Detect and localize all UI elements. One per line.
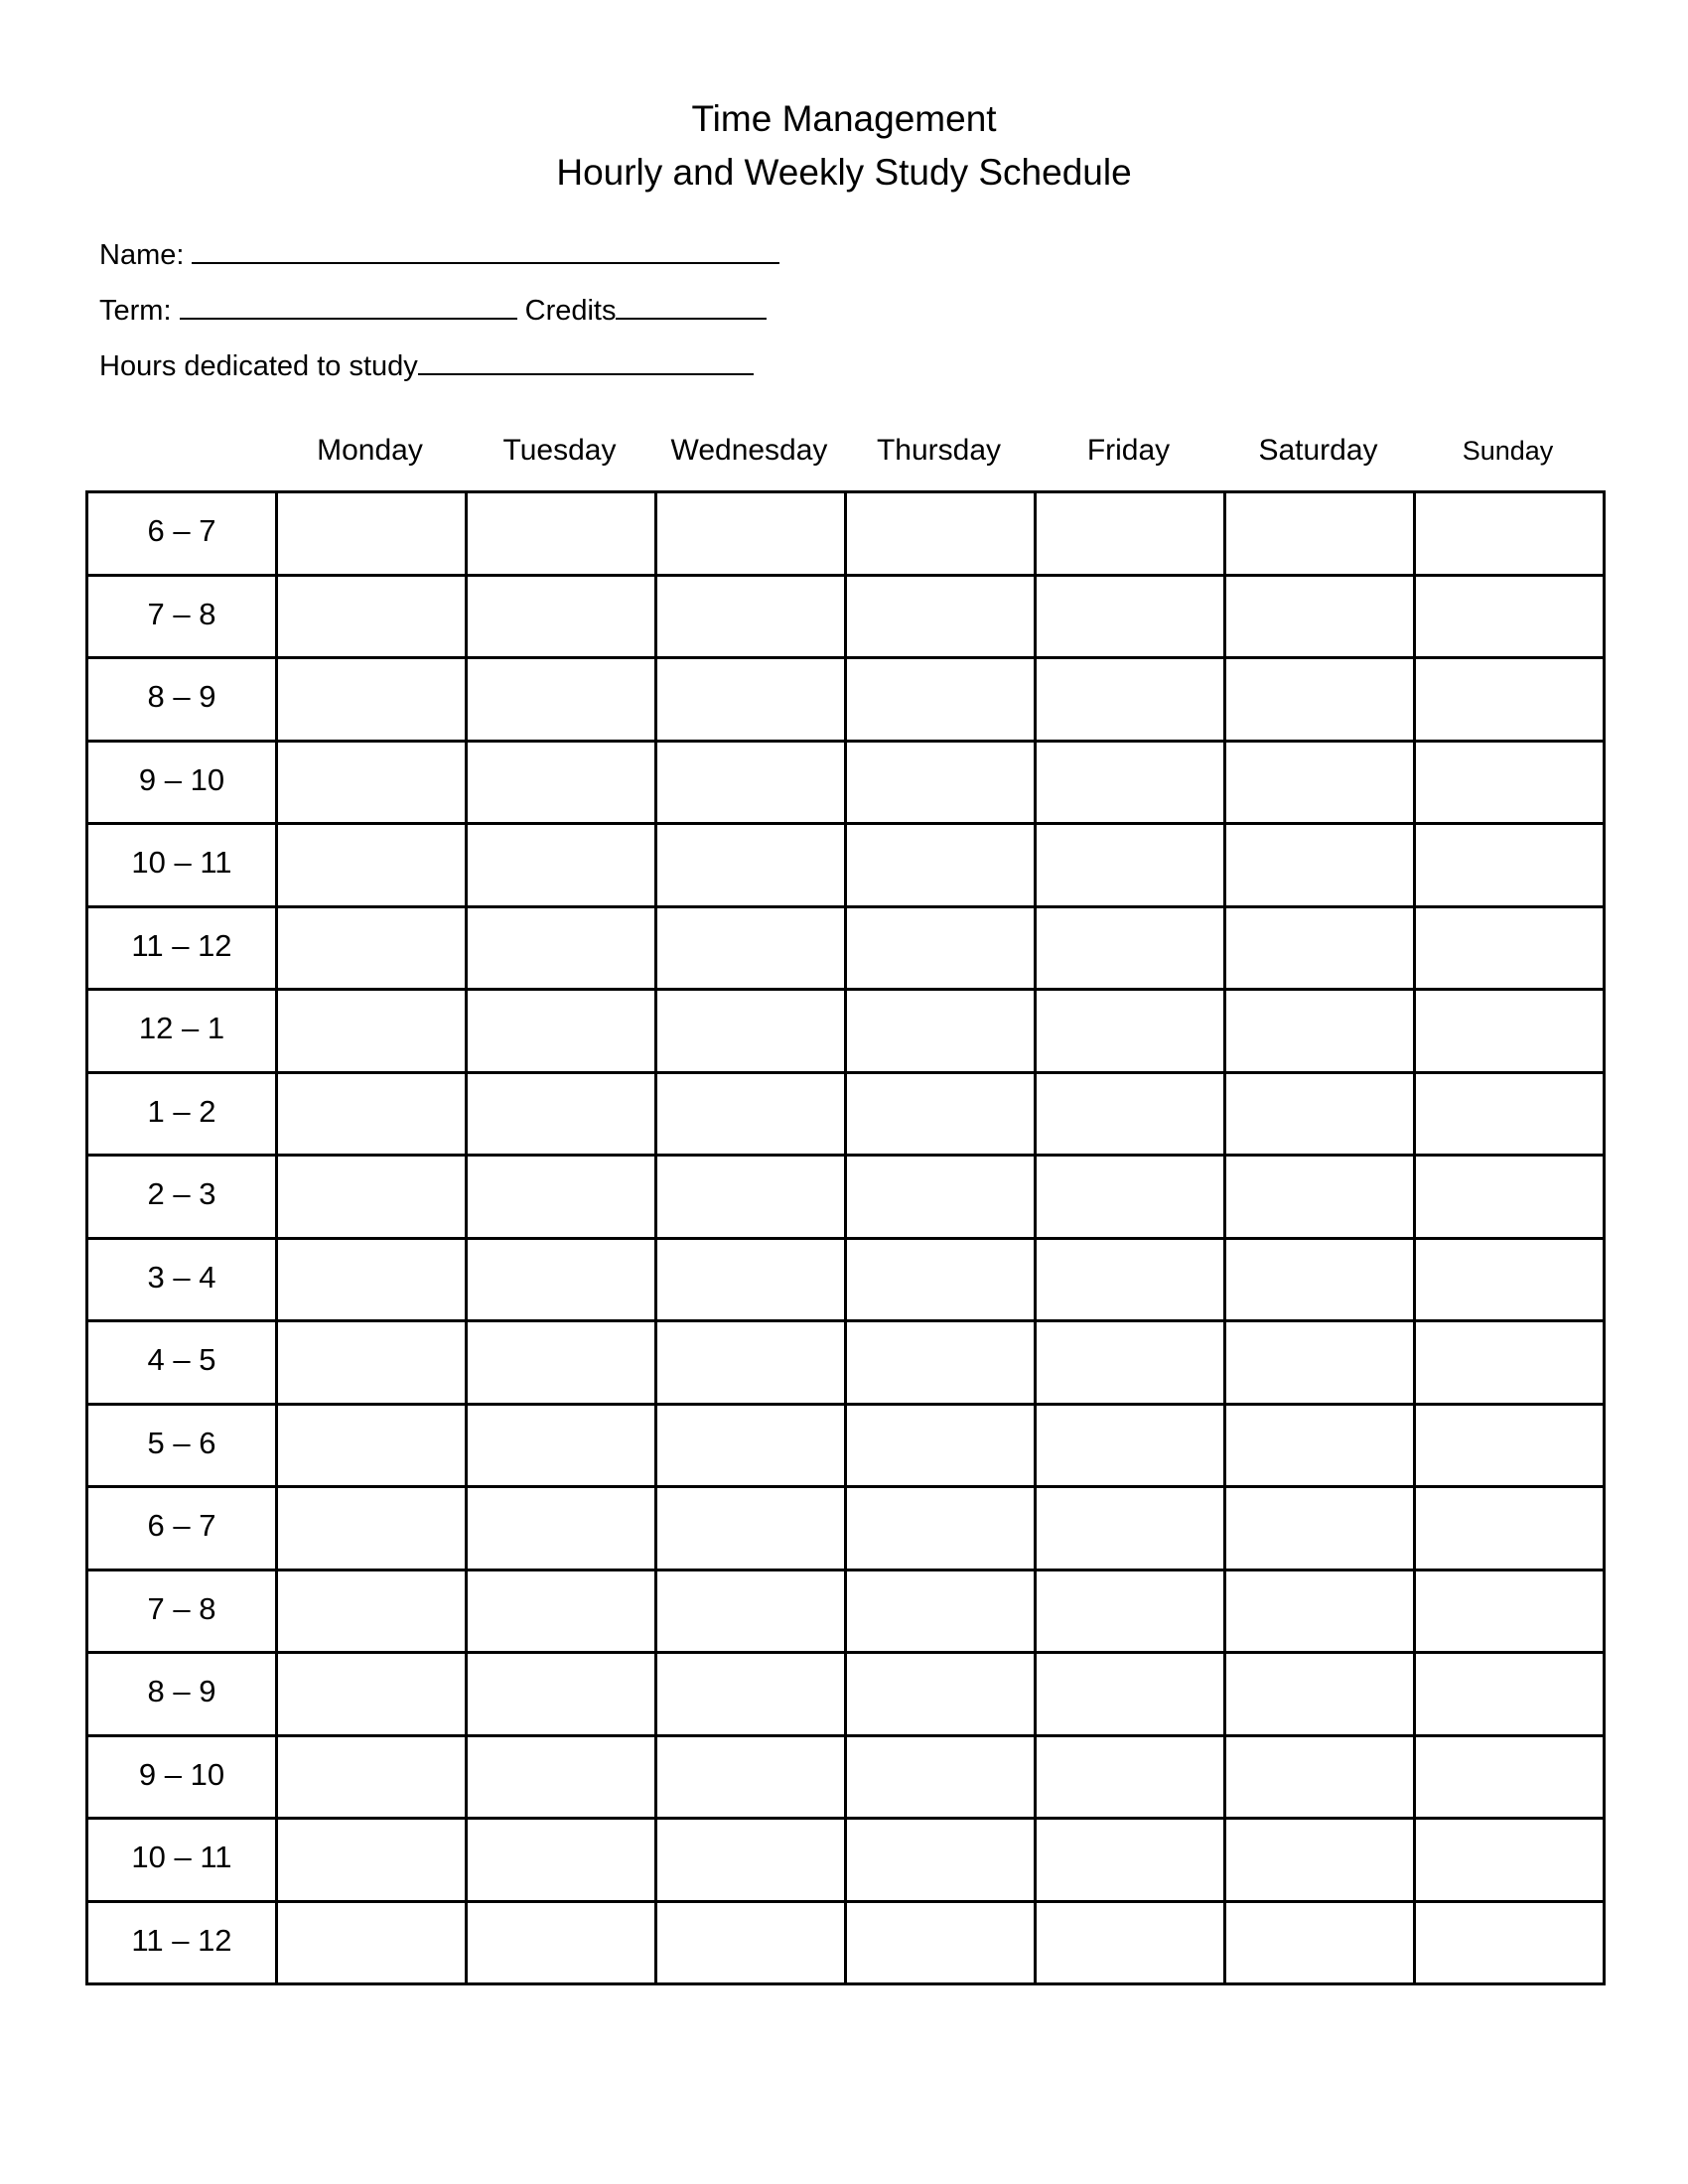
schedule-cell[interactable] (467, 1156, 656, 1239)
schedule-cell[interactable] (1036, 1156, 1225, 1239)
schedule-cell[interactable] (277, 990, 467, 1073)
time-slot-label: 7 – 8 (87, 575, 277, 658)
hours-field-row (99, 347, 754, 384)
schedule-row (87, 1238, 1605, 1321)
schedule-cell[interactable] (467, 906, 656, 990)
schedule-row (87, 824, 1605, 907)
name-field-row (99, 236, 779, 273)
schedule-cell[interactable] (1415, 906, 1605, 990)
day-header-row (85, 431, 1603, 471)
schedule-cell[interactable] (1415, 1735, 1605, 1819)
schedule-cell[interactable] (656, 492, 846, 576)
schedule-cell[interactable] (846, 1487, 1036, 1570)
schedule-cell[interactable] (1225, 1156, 1415, 1239)
day-header-spacer (85, 431, 275, 471)
schedule-cell[interactable] (846, 658, 1036, 742)
time-slot-label: 2 – 3 (87, 1156, 277, 1239)
schedule-cell[interactable] (467, 1653, 656, 1736)
schedule-row (87, 1901, 1605, 1984)
schedule-cell[interactable] (846, 1653, 1036, 1736)
schedule-cell[interactable] (467, 1570, 656, 1653)
time-slot-label: 12 – 1 (87, 990, 277, 1073)
schedule-cell[interactable] (1225, 1072, 1415, 1156)
schedule-row (87, 1321, 1605, 1405)
schedule-cell[interactable] (1225, 1570, 1415, 1653)
day-header-tuesday: Tuesday (502, 434, 617, 467)
day-header-friday: Friday (1086, 434, 1171, 467)
schedule-cell[interactable] (1036, 1404, 1225, 1487)
day-header-monday: Monday (317, 434, 423, 467)
name-blank[interactable] (192, 236, 779, 264)
schedule-row (87, 1819, 1605, 1902)
schedule-cell[interactable] (846, 990, 1036, 1073)
schedule-cell[interactable] (1225, 1901, 1415, 1984)
schedule-cell[interactable] (1036, 492, 1225, 576)
time-slot-label: 8 – 9 (87, 658, 277, 742)
term-blank[interactable] (180, 292, 517, 320)
schedule-cell[interactable] (1415, 575, 1605, 658)
term-label: Term: (99, 295, 172, 327)
schedule-cell[interactable] (846, 1072, 1036, 1156)
schedule-cell[interactable] (1036, 1321, 1225, 1405)
schedule-cell[interactable] (1415, 1404, 1605, 1487)
schedule-cell[interactable] (277, 1570, 467, 1653)
schedule-cell[interactable] (277, 906, 467, 990)
schedule-cell[interactable] (277, 1819, 467, 1902)
schedule-cell[interactable] (1036, 906, 1225, 990)
schedule-cell[interactable] (467, 1072, 656, 1156)
schedule-cell[interactable] (656, 1570, 846, 1653)
schedule-cell[interactable] (1415, 990, 1605, 1073)
schedule-cell[interactable] (656, 741, 846, 824)
schedule-cell[interactable] (467, 575, 656, 658)
time-slot-label: 3 – 4 (87, 1238, 277, 1321)
day-header-sunday: Sunday (1462, 436, 1554, 466)
schedule-row (87, 1735, 1605, 1819)
name-label: Name: (99, 239, 185, 271)
schedule-cell[interactable] (656, 1156, 846, 1239)
schedule-row (87, 1570, 1605, 1653)
time-slot-label: 6 – 7 (87, 492, 277, 576)
schedule-cell[interactable] (467, 990, 656, 1073)
schedule-cell[interactable] (656, 1487, 846, 1570)
schedule-cell[interactable] (656, 906, 846, 990)
schedule-cell[interactable] (1225, 1819, 1415, 1902)
schedule-cell[interactable] (467, 1735, 656, 1819)
schedule-cell[interactable] (1225, 1653, 1415, 1736)
schedule-cell[interactable] (1415, 1321, 1605, 1405)
time-slot-label: 1 – 2 (87, 1072, 277, 1156)
schedule-cell[interactable] (277, 1156, 467, 1239)
schedule-row (87, 990, 1605, 1073)
schedule-row (87, 1156, 1605, 1239)
schedule-cell[interactable] (846, 1819, 1036, 1902)
schedule-cell[interactable] (1415, 1238, 1605, 1321)
schedule-cell[interactable] (846, 1404, 1036, 1487)
schedule-cell[interactable] (467, 1238, 656, 1321)
hours-label: Hours dedicated to study (99, 350, 418, 382)
schedule-row (87, 1404, 1605, 1487)
schedule-cell[interactable] (1225, 492, 1415, 576)
schedule-cell[interactable] (467, 658, 656, 742)
time-slot-label: 5 – 6 (87, 1404, 277, 1487)
schedule-cell[interactable] (846, 741, 1036, 824)
schedule-cell[interactable] (1415, 741, 1605, 824)
schedule-cell[interactable] (1225, 990, 1415, 1073)
schedule-cell[interactable] (467, 1901, 656, 1984)
schedule-cell[interactable] (846, 1321, 1036, 1405)
schedule-cell[interactable] (1415, 1653, 1605, 1736)
schedule-cell[interactable] (656, 575, 846, 658)
schedule-cell[interactable] (277, 741, 467, 824)
schedule-cell[interactable] (1225, 906, 1415, 990)
schedule-cell[interactable] (1225, 575, 1415, 658)
schedule-cell[interactable] (277, 1735, 467, 1819)
schedule-cell[interactable] (467, 741, 656, 824)
schedule-cell[interactable] (1036, 1072, 1225, 1156)
schedule-cell[interactable] (1415, 1072, 1605, 1156)
schedule-cell[interactable] (656, 1238, 846, 1321)
time-slot-label: 7 – 8 (87, 1570, 277, 1653)
schedule-cell[interactable] (277, 1238, 467, 1321)
schedule-cell[interactable] (1036, 1735, 1225, 1819)
schedule-cell[interactable] (467, 1487, 656, 1570)
schedule-cell[interactable] (1415, 1570, 1605, 1653)
schedule-cell[interactable] (846, 1570, 1036, 1653)
schedule-cell[interactable] (467, 1404, 656, 1487)
schedule-cell[interactable] (846, 1238, 1036, 1321)
schedule-cell[interactable] (1415, 1156, 1605, 1239)
schedule-cell[interactable] (656, 1404, 846, 1487)
schedule-cell[interactable] (1225, 1321, 1415, 1405)
schedule-cell[interactable] (846, 906, 1036, 990)
credits-label: Credits (524, 295, 617, 327)
schedule-cell[interactable] (1036, 658, 1225, 742)
credits-blank[interactable] (616, 292, 767, 320)
time-slot-label: 10 – 11 (87, 1819, 277, 1902)
time-slot-label: 6 – 7 (87, 1487, 277, 1570)
schedule-row (87, 575, 1605, 658)
time-slot-label: 10 – 11 (87, 824, 277, 907)
time-slot-label: 11 – 12 (87, 1901, 277, 1984)
hours-blank[interactable] (418, 347, 754, 375)
schedule-cell[interactable] (277, 1072, 467, 1156)
schedule-cell[interactable] (656, 1735, 846, 1819)
schedule-cell[interactable] (467, 1321, 656, 1405)
schedule-row (87, 658, 1605, 742)
schedule-cell[interactable] (1225, 1487, 1415, 1570)
schedule-cell[interactable] (1036, 824, 1225, 907)
schedule-cell[interactable] (656, 990, 846, 1073)
schedule-cell[interactable] (277, 1901, 467, 1984)
schedule-cell[interactable] (846, 824, 1036, 907)
schedule-cell[interactable] (1415, 1901, 1605, 1984)
schedule-cell[interactable] (846, 492, 1036, 576)
schedule-cell[interactable] (1036, 1819, 1225, 1902)
schedule-cell[interactable] (1036, 990, 1225, 1073)
schedule-cell[interactable] (1415, 824, 1605, 907)
schedule-cell[interactable] (656, 1819, 846, 1902)
schedule-cell[interactable] (1225, 1404, 1415, 1487)
schedule-cell[interactable] (1415, 492, 1605, 576)
schedule-cell[interactable] (467, 824, 656, 907)
schedule-row (87, 1487, 1605, 1570)
schedule-cell[interactable] (656, 1901, 846, 1984)
schedule-cell[interactable] (277, 1653, 467, 1736)
day-header-saturday: Saturday (1258, 434, 1378, 467)
schedule-cell[interactable] (277, 575, 467, 658)
term-field-row (99, 292, 767, 329)
schedule-cell[interactable] (846, 1156, 1036, 1239)
schedule-cell[interactable] (277, 658, 467, 742)
day-header-thursday: Thursday (876, 434, 1002, 467)
schedule-cell[interactable] (1415, 1487, 1605, 1570)
schedule-row (87, 1653, 1605, 1736)
schedule-cell[interactable] (656, 1072, 846, 1156)
schedule-cell[interactable] (1415, 658, 1605, 742)
schedule-row (87, 1072, 1605, 1156)
schedule-cell[interactable] (277, 824, 467, 907)
schedule-cell[interactable] (846, 575, 1036, 658)
schedule-cell[interactable] (656, 1653, 846, 1736)
schedule-cell[interactable] (1036, 575, 1225, 658)
schedule-cell[interactable] (467, 492, 656, 576)
time-slot-label: 9 – 10 (87, 1735, 277, 1819)
page-subtitle: Hourly and Weekly Study Schedule (556, 152, 1132, 193)
schedule-cell[interactable] (1225, 824, 1415, 907)
schedule-cell[interactable] (1225, 658, 1415, 742)
page-title: Time Management (691, 98, 997, 139)
schedule-cell[interactable] (656, 1321, 846, 1405)
time-slot-label: 11 – 12 (87, 906, 277, 990)
schedule-cell[interactable] (1036, 1238, 1225, 1321)
schedule-cell[interactable] (656, 824, 846, 907)
schedule-row (87, 741, 1605, 824)
schedule-cell[interactable] (846, 1901, 1036, 1984)
schedule-cell[interactable] (1036, 1570, 1225, 1653)
schedule-cell[interactable] (277, 492, 467, 576)
schedule-cell[interactable] (1036, 1901, 1225, 1984)
schedule-cell[interactable] (277, 1487, 467, 1570)
schedule-cell[interactable] (1225, 1735, 1415, 1819)
time-slot-label: 9 – 10 (87, 741, 277, 824)
schedule-table (85, 490, 1606, 1985)
schedule-cell[interactable] (277, 1404, 467, 1487)
day-header-wednesday: Wednesday (670, 434, 828, 467)
schedule-cell[interactable] (846, 1735, 1036, 1819)
schedule-cell[interactable] (467, 1819, 656, 1902)
schedule-row (87, 492, 1605, 576)
schedule-cell[interactable] (1415, 1819, 1605, 1902)
schedule-cell[interactable] (1036, 1487, 1225, 1570)
schedule-row (87, 906, 1605, 990)
schedule-cell[interactable] (1225, 741, 1415, 824)
schedule-cell[interactable] (1036, 1653, 1225, 1736)
schedule-cell[interactable] (656, 658, 846, 742)
schedule-cell[interactable] (1225, 1238, 1415, 1321)
time-slot-label: 4 – 5 (87, 1321, 277, 1405)
schedule-cell[interactable] (277, 1321, 467, 1405)
schedule-cell[interactable] (1036, 741, 1225, 824)
time-slot-label: 8 – 9 (87, 1653, 277, 1736)
